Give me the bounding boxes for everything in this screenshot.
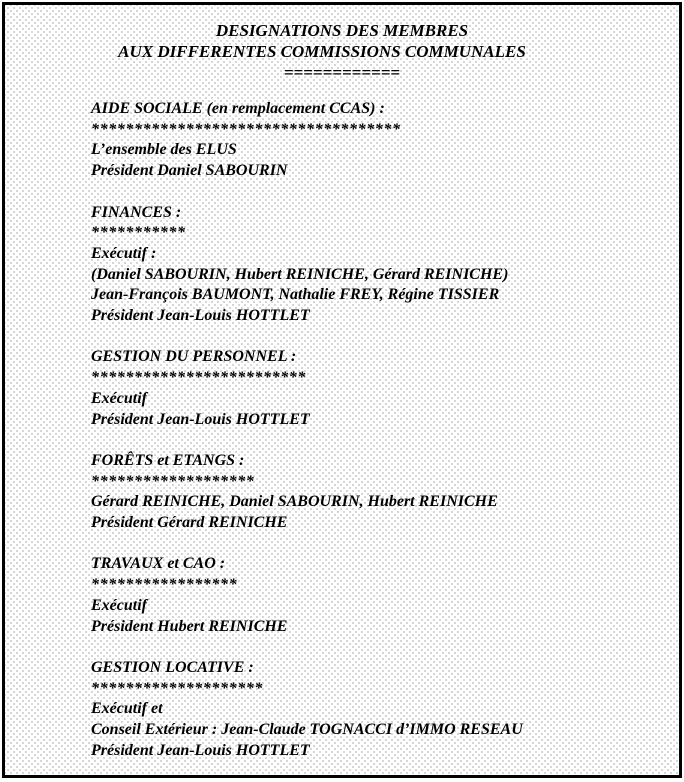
- section-line: Exécutif: [91, 596, 147, 614]
- heading-line-2: AUX DIFFERENTES COMMISSIONS COMMUNALES: [118, 42, 526, 61]
- section-aide-sociale: [91, 99, 669, 182]
- section-title: FINANCES :: [91, 203, 182, 221]
- section-stars: *****************: [91, 576, 238, 594]
- section-line: Exécutif et: [91, 700, 163, 718]
- section-stars: ***********: [91, 224, 186, 242]
- section-line: Exécutif :: [91, 244, 157, 262]
- commissions-list: [91, 99, 669, 782]
- section-line: Conseil Extérieur : Jean-Claude TOGNACCI d’IMMO RESEAU: [91, 721, 523, 739]
- section-finances: [91, 203, 669, 327]
- section-stars: ************************************: [91, 120, 401, 138]
- section-travaux-cao: [91, 554, 669, 637]
- heading-line-1: DESIGNATIONS DES MEMBRES: [215, 21, 469, 40]
- section-president: Président Jean-Louis HOTTLET: [91, 410, 310, 428]
- section-title: FORÊTS et ETANGS :: [91, 451, 245, 469]
- section-president: Président Jean-Louis HOTTLET: [91, 741, 310, 759]
- section-president: Président Hubert REINICHE: [91, 617, 288, 635]
- section-gestion-locative: [91, 658, 669, 762]
- section-title: TRAVAUX et CAO :: [91, 555, 226, 573]
- section-stars: ********************: [91, 679, 263, 697]
- section-stars: *******************: [91, 472, 255, 490]
- section-line: Gérard REINICHE, Daniel SABOURIN, Hubert REINICHE: [91, 493, 498, 511]
- section-president: Président Jean-Louis HOTTLET: [91, 307, 310, 325]
- section-line: Exécutif: [91, 389, 147, 407]
- section-title: GESTION LOCATIVE :: [91, 658, 254, 676]
- section-president: Président Daniel SABOURIN: [91, 162, 288, 180]
- section-stars: *************************: [91, 369, 306, 387]
- document-frame: [2, 2, 682, 778]
- section-line: Jean-François BAUMONT, Nathalie FREY, Régine TISSIER: [91, 286, 500, 304]
- heading-separator: ============: [283, 63, 401, 82]
- section-president: Président Gérard REINICHE: [91, 514, 288, 532]
- section-line: (Daniel SABOURIN, Hubert REINICHE, Gérard REINICHE): [91, 265, 509, 283]
- section-forets-etangs: [91, 451, 669, 534]
- section-title: AIDE SOCIALE (en remplacement CCAS) :: [91, 100, 385, 117]
- section-line: L’ensemble des ELUS: [91, 141, 237, 159]
- section-title: GESTION DU PERSONNEL :: [91, 348, 297, 366]
- document-heading: [5, 20, 679, 83]
- section-gestion-personnel: [91, 347, 669, 430]
